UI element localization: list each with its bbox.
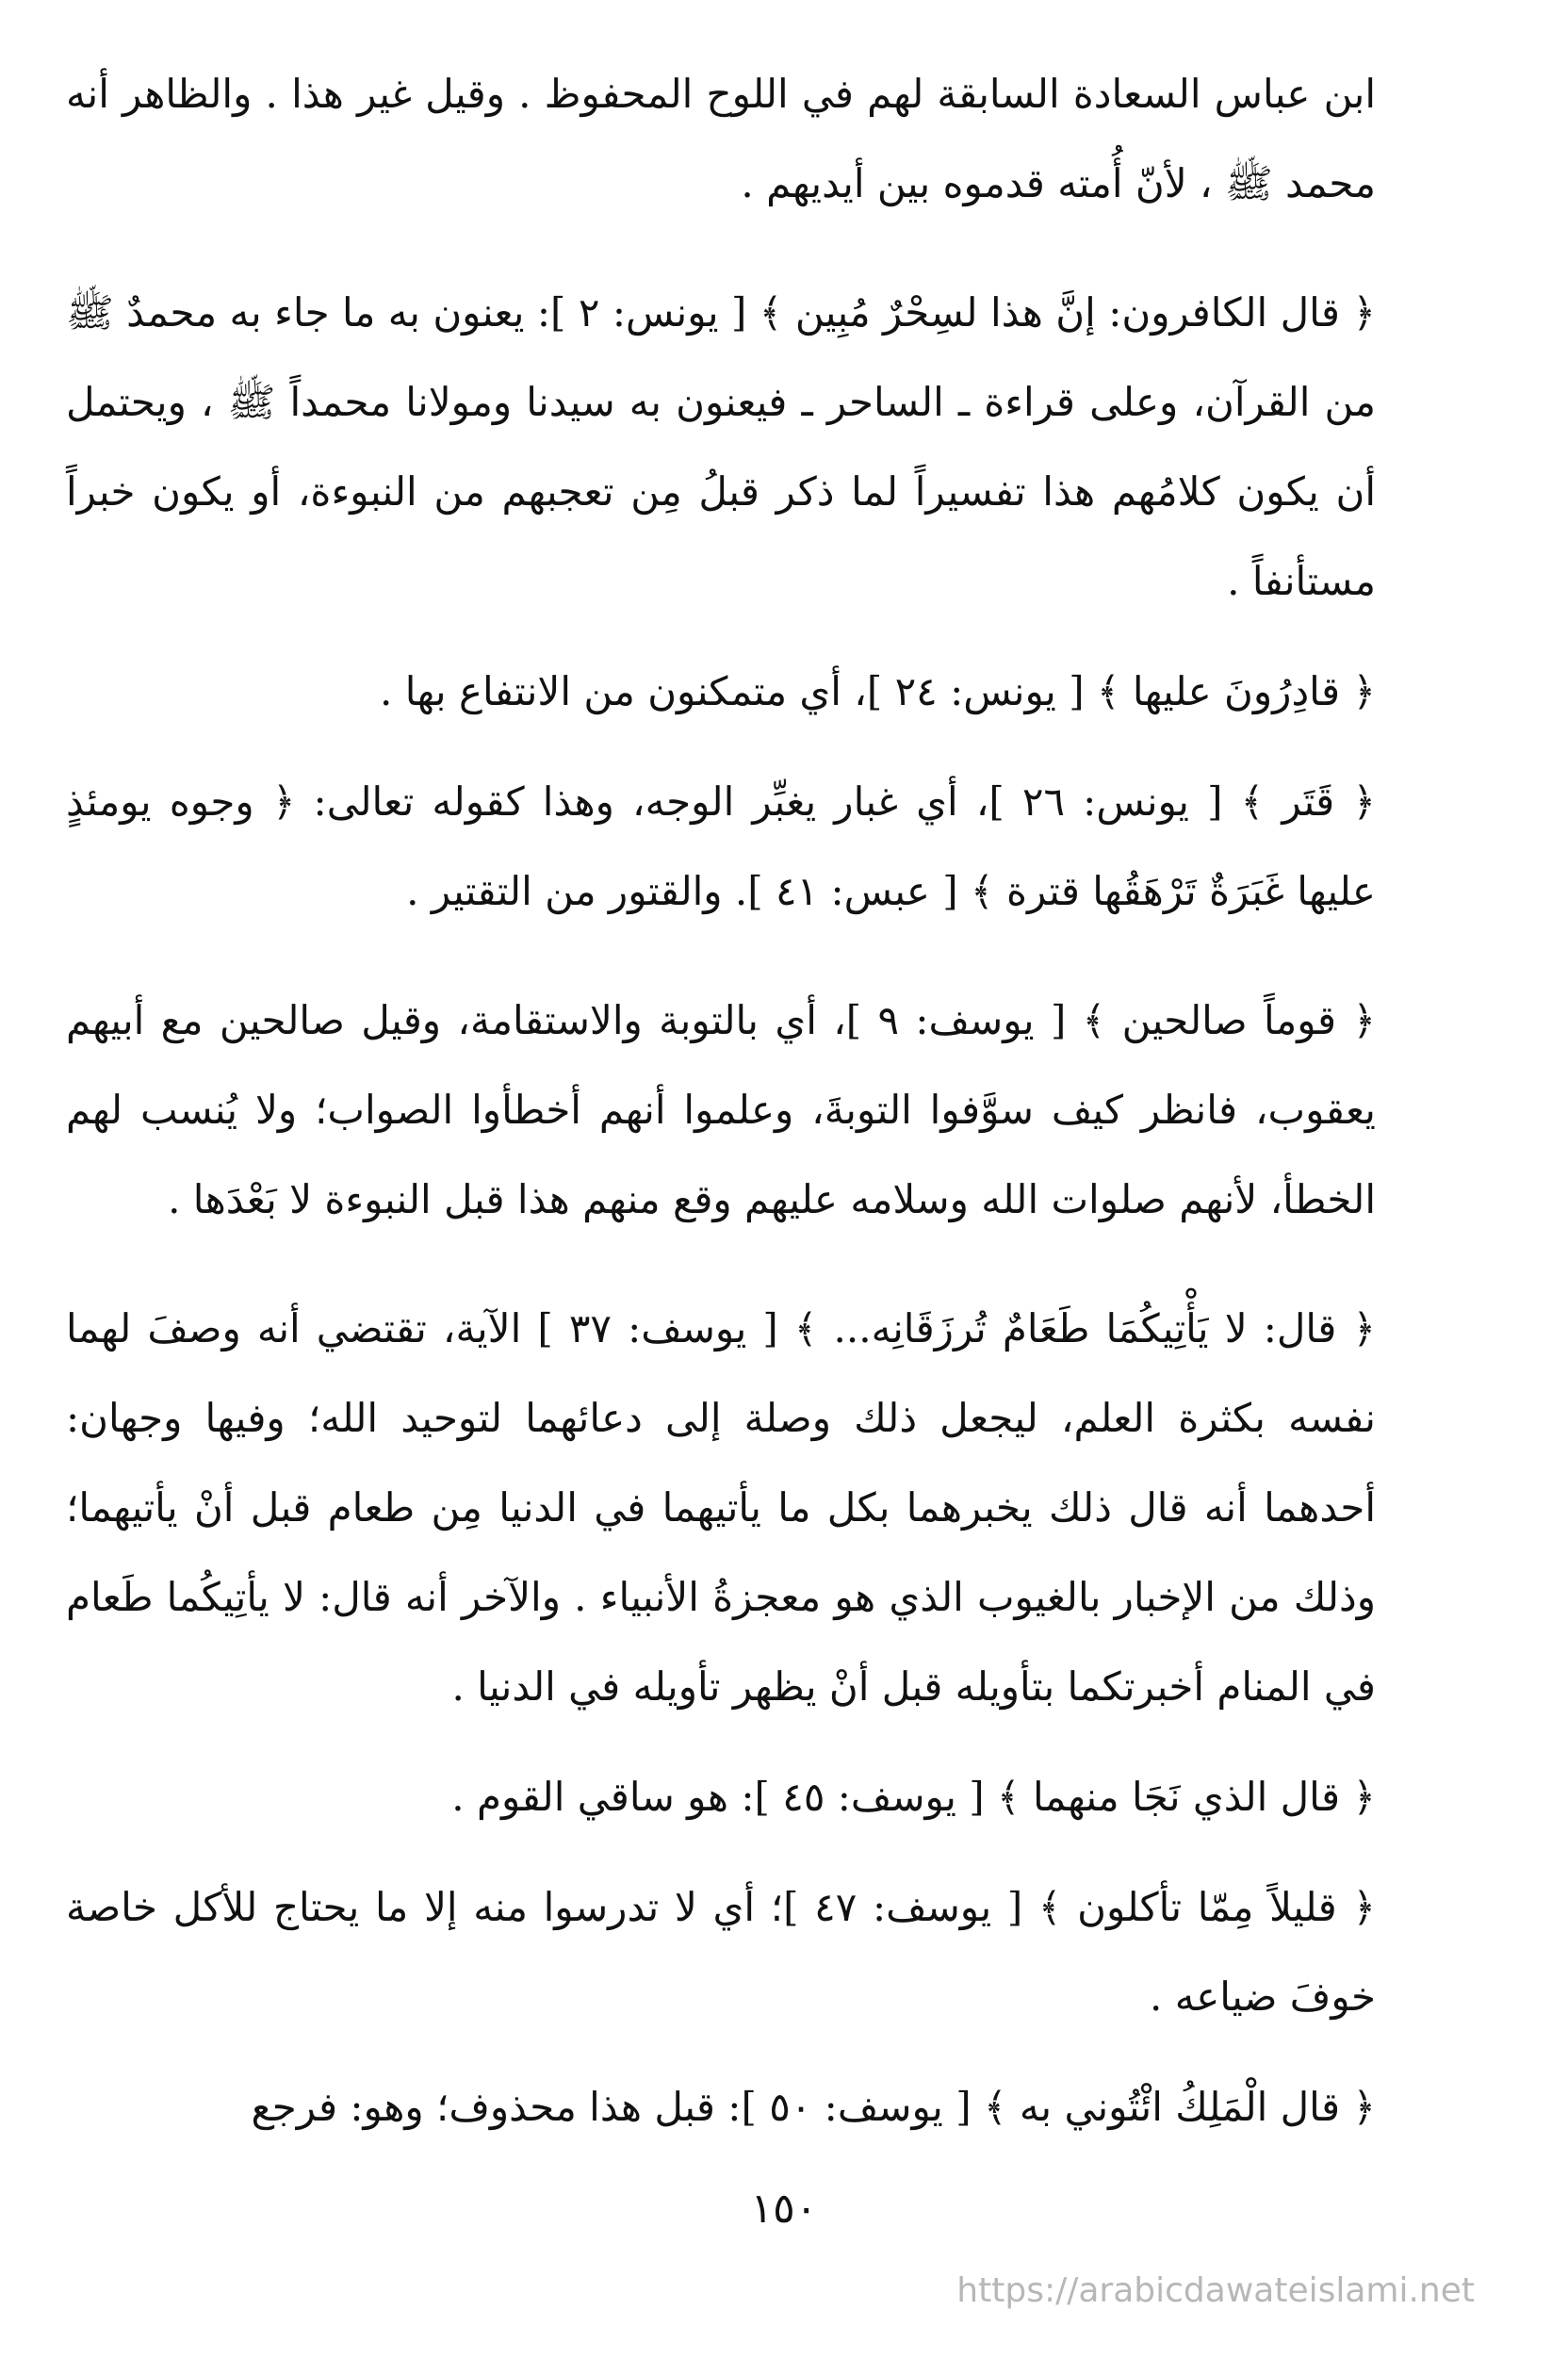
paragraph-yusuf-50: ﴿ قال الْمَلِكُ ائْتُوني به ﴾ [ يوسف: ٥٠ ]: قبل هذا محذوف؛ وهو: فرجع: [251, 2084, 1376, 2130]
page-number: ١٥٠: [750, 2185, 818, 2233]
paragraph-yusuf-9: ﴿ قوماً صالحين ﴾ [ يوسف: ٩ ]، أي بالتوبة والاستقامة، وقيل صالحين مع أبيهم يعقوب، فانظر كيف سوَّفوا التوبةَ، وعلموا أنهم أخطأوا الصواب؛ ولا يُنسب لهم الخطأ، لأنهم صلوات الله وسلامه عليهم وقع منهم هذا قبل النبوءة لا بَعْدَها .: [66, 997, 1376, 1222]
paragraph-yusuf-45: ﴿ قال الذي نَجَا منهما ﴾ [ يوسف: ٤٥ ]: هو ساقي القوم .: [451, 1774, 1376, 1820]
watermark-url: https://arabicdawateislami.net: [956, 2271, 1475, 2310]
paragraph-yunus-2: ﴿ قال الكافرون: إنَّ هذا لسِحْرٌ مُبِين ﴾ [ يونس: ٢ ]: يعنون به ما جاء به محمدٌ ﷺ من القرآن، وعلى قراءة ـ الساحر ـ فيعنون به سيدنا ومولانا محمداً ﷺ ، ويحتمل أن يكون كلامُهم هذا تفسيراً لما ذكر قبلُ مِن تعجبهم من النبوءة، أو يكون خبراً مستأنفاً .: [66, 289, 1376, 604]
paragraph-yusuf-37: ﴿ قال: لا يَأْتِيكُمَا طَعَامٌ تُرزَقَانِه... ﴾ [ يوسف: ٣٧ ] الآية، تقتضي أنه وصفَ لهما نفسه بكثرة العلم، ليجعل ذلك وصلة إلى دعائهما لتوحيد الله؛ وفيها وجهان: أحدهما أنه قال ذلك يخبرهما بكل ما يأتيهما في الدنيا مِن طعام قبل أنْ يأتيهما؛ وذلك من الإخبار بالغيوب الذي هو معجزةُ الأنبياء . والآخر أنه قال: لا يأتِيكُما طَعام في المنام أخبرتكما بتأويله قبل أنْ يظهر تأويله في الدنيا .: [66, 1305, 1376, 1710]
paragraph-yunus-24: ﴿ قادِرُونَ عليها ﴾ [ يونس: ٢٤ ]، أي متمكنون من الانتفاع بها .: [380, 668, 1376, 714]
paragraph-yunus-26: ﴿ قَتَر ﴾ [ يونس: ٢٦ ]، أي غبار يغبِّر الوجه، وهذا كقوله تعالى: ﴿ وجوه يومئذٍ عليها غَبَرَةٌ تَرْهَقُها قترة ﴾ [ عبس: ٤١ ]. والقتور من التقتير .: [66, 778, 1376, 914]
paragraph-yusuf-47: ﴿ قليلاً مِمّا تأكلون ﴾ [ يوسف: ٤٧ ]؛ أي لا تدرسوا منه إلا ما يحتاج للأكل خاصة خوفَ ضياعه .: [66, 1884, 1377, 2020]
paragraph-ibn-abbas: ابن عباس السعادة السابقة لهم في اللوح المحفوظ . وقيل غير هذا . والظاهر أنه محمد ﷺ ، لأنّ أُمته قدموه بين أيديهم .: [66, 71, 1376, 206]
page-body: [66, 49, 1376, 2152]
